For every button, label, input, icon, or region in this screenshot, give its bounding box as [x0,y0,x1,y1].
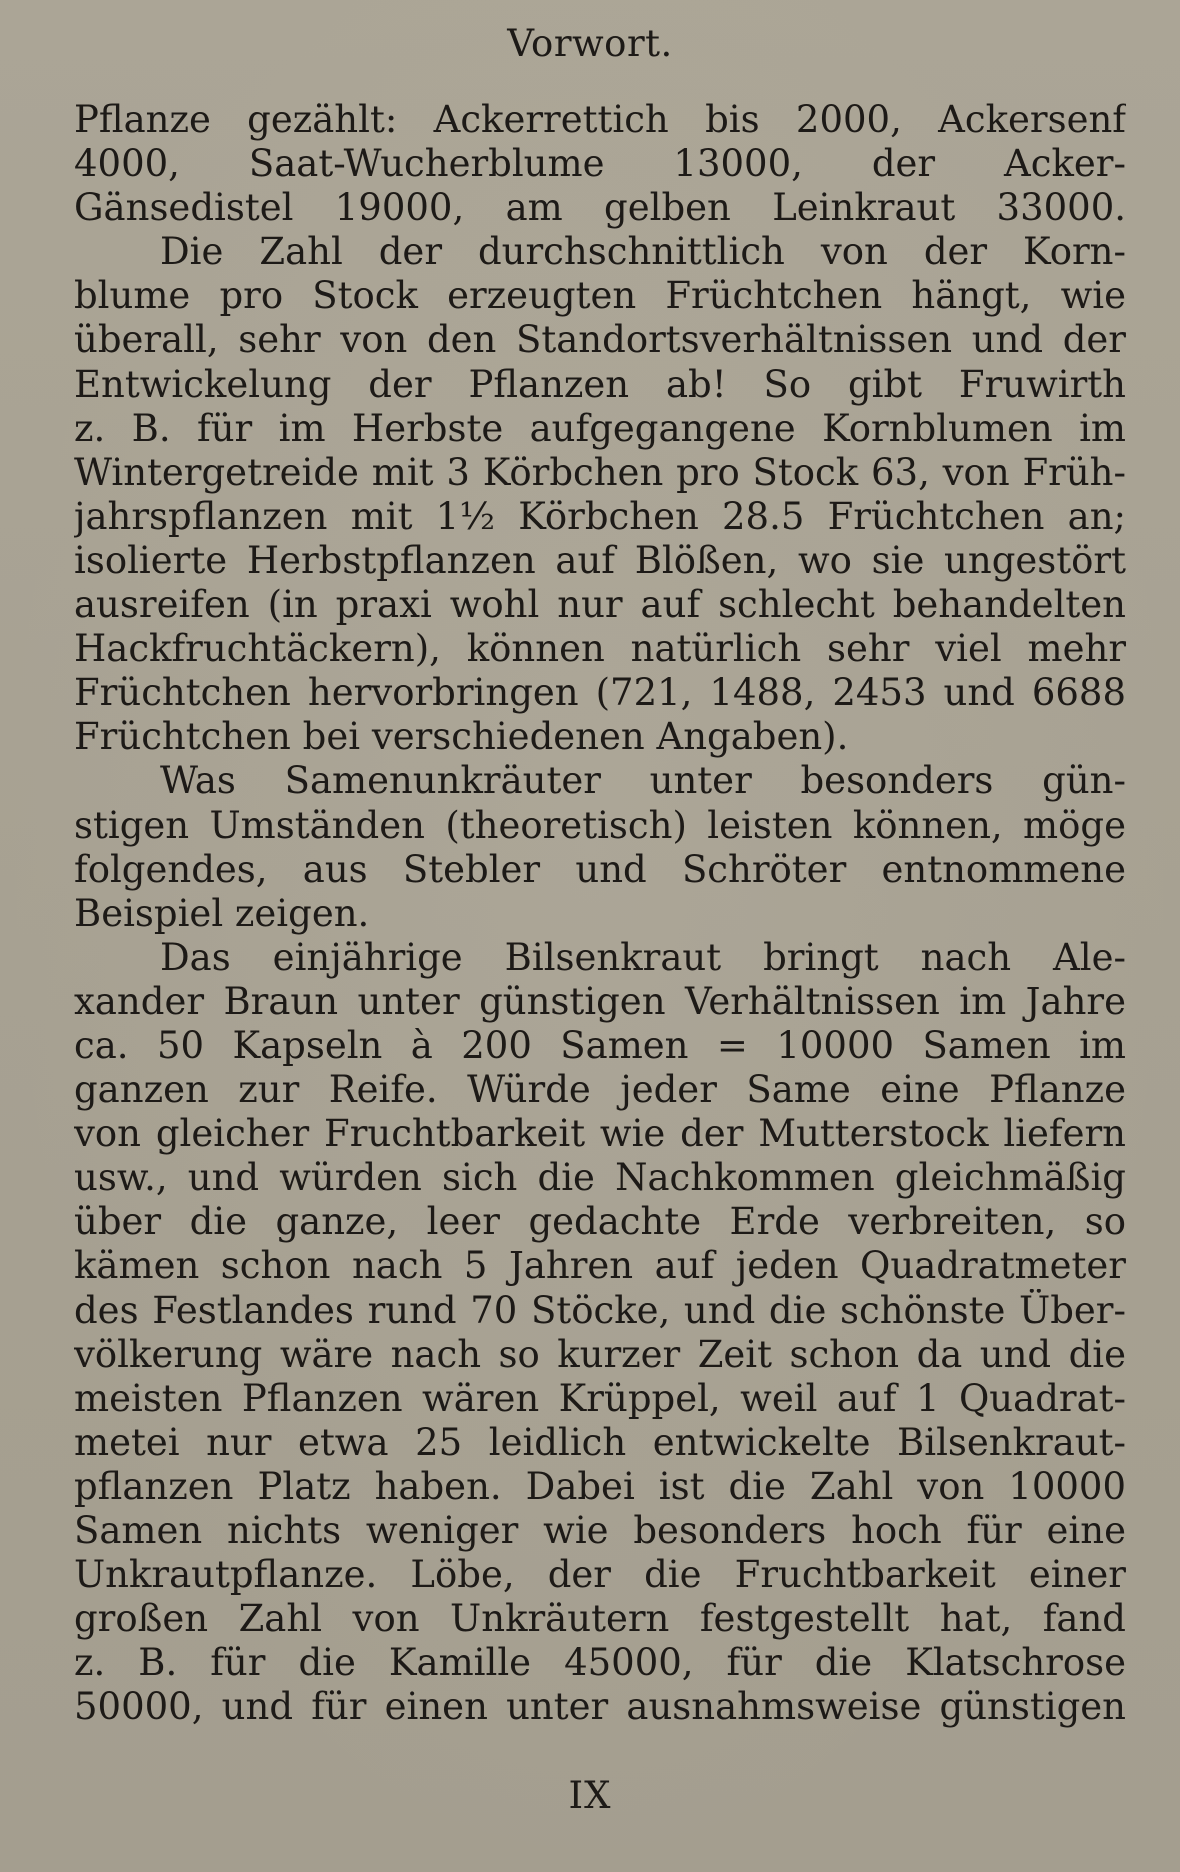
text-line: Samen nichts weniger wie besonders hoch für eine [74,1509,1126,1552]
text-line: des Festlandes rund 70 Stöcke, und die schönste Über- [74,1288,1126,1332]
text-line: Gänsedistel 19000, am gelben Leinkraut 33000. [74,186,1126,230]
text-line: meisten Pflanzen wären Krüppel, weil auf 1 Quadrat- [74,1376,1126,1420]
text-line: ca. 50 Kapseln à 200 Samen = 10000 Samen im [74,1023,1126,1067]
text-line: blume pro Stock erzeugten Früchtchen hängt, wie [74,274,1126,318]
body-text [74,98,1126,1729]
text-line: völkerung wäre nach so kurzer Zeit schon da und die [74,1332,1126,1376]
text-line: Pflanze gezählt: Ackerrettich bis 2000, Ackersenf [74,98,1126,141]
text-line: kämen schon nach 5 Jahren auf jeden Quadratmeter [74,1244,1126,1288]
text-line: Entwickelung der Pflanzen ab! So gibt Fruwirth [74,362,1126,406]
text-line: Wintergetreide mit 3 Körbchen pro Stock 63, von Früh- [74,450,1126,494]
text-line: metei nur etwa 25 leidlich entwickelte Bilsenkraut- [74,1420,1126,1464]
text-line: über die ganze, leer gedachte Erde verbreiten, so [74,1200,1126,1244]
text-line: Unkrautpflanze. Löbe, der die Fruchtbarkeit einer [74,1553,1126,1597]
text-line: großen Zahl von Unkräutern festgestellt hat, fand [74,1597,1126,1641]
text-line: jahrspflanzen mit 1½ Körbchen 28.5 Früchtchen an; [74,494,1126,538]
text-line: Früchtchen bei verschiedenen Angaben). [74,715,849,759]
text-line: Beispiel zeigen. [74,891,370,935]
text-line: von gleicher Fruchtbarkeit wie der Mutterstock liefern [74,1112,1126,1156]
text-line: ganzen zur Reife. Würde jeder Same eine Pflanze [74,1068,1126,1112]
text-line: pflanzen Platz haben. Dabei ist die Zahl von 10000 [74,1464,1126,1508]
text-line: Hackfruchtäckern), können natürlich sehr viel mehr [74,627,1126,671]
text-line: isolierte Herbstpflanzen auf Blößen, wo sie ungestört [74,538,1126,582]
running-header: Vorwort. [507,22,673,65]
text-line: ausreifen (in praxi wohl nur auf schlecht behandelten [74,583,1126,627]
text-line: Die Zahl der durchschnittlich von der Korn- [160,230,1126,274]
text-line: 50000, und für einen unter ausnahmsweise günstigen [74,1685,1126,1729]
page-number: IX [568,1774,612,1817]
text-line: usw., und würden sich die Nachkommen gleichmäßig [74,1156,1126,1200]
text-line: z. B. für im Herbste aufgegangene Kornblumen im [74,406,1126,450]
text-line: Früchtchen hervorbringen (721, 1488, 2453 und 6688 [74,671,1126,715]
text-line: überall, sehr von den Standortsverhältnissen und der [74,318,1126,362]
text-line: stigen Umständen (theoretisch) leisten können, möge [74,803,1126,847]
text-line: 4000, Saat-Wucherblume 13000, der Acker- [74,142,1126,186]
text-line: xander Braun unter günstigen Verhältnissen im Jahre [74,979,1126,1023]
text-line: z. B. für die Kamille 45000, für die Klatschrose [74,1641,1126,1685]
text-line: Was Samenunkräuter unter besonders gün- [160,759,1126,803]
text-line: folgendes, aus Stebler und Schröter entnommene [74,847,1126,891]
text-line: Das einjährige Bilsenkraut bringt nach Ale- [160,935,1126,979]
